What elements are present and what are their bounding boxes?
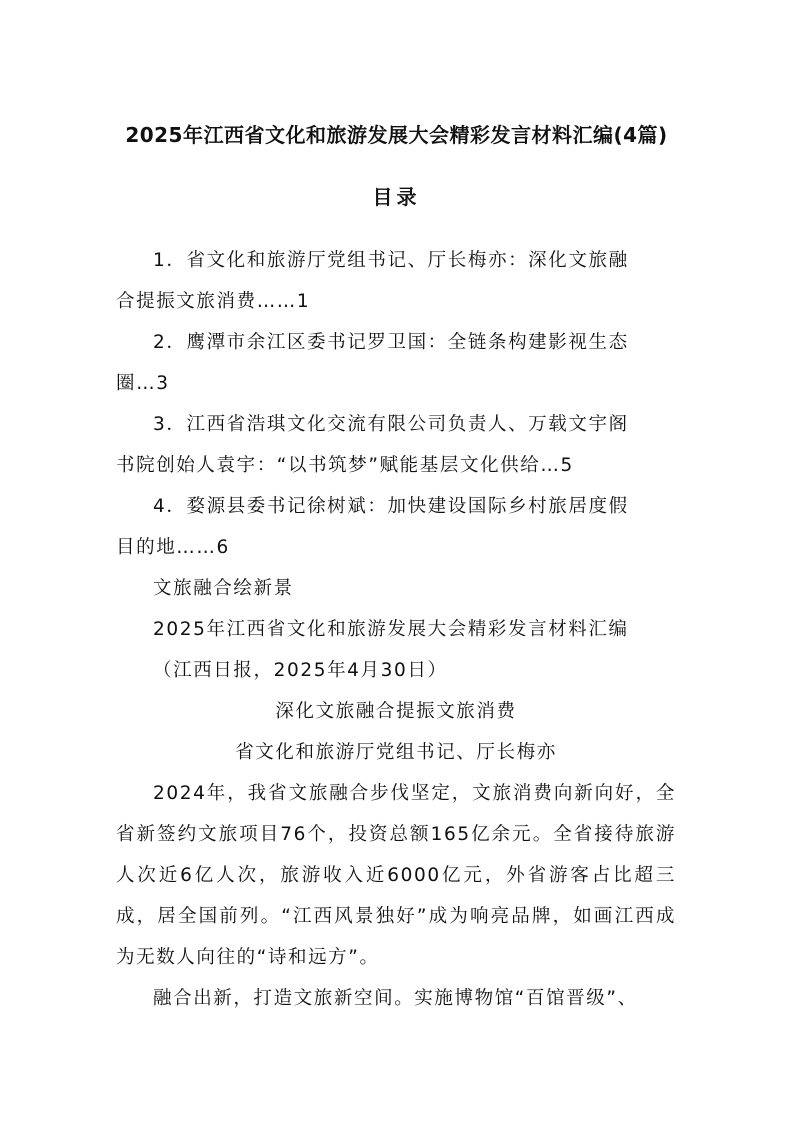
toc-item (116, 404, 676, 486)
toc-heading: 目录 (372, 185, 421, 209)
article-author: 省文化和旅游厅党组书记、厅长梅亦 (235, 742, 557, 763)
section-title: 文旅融合绘新景 (153, 578, 294, 599)
toc-item-line2: 圈…3 (116, 373, 170, 394)
document-body (116, 240, 676, 1019)
article-title: 深化文旅融合提振文旅消费 (275, 701, 517, 722)
document-title: 2025年江西省文化和旅游发展大会精彩发言材料汇编(4篇) (125, 123, 668, 147)
source-line: （江西日报，2025年4月30日） (153, 660, 448, 681)
toc-list (116, 240, 676, 568)
toc-item-line2: 目的地……6 (116, 537, 230, 558)
toc-item-line1: 1．省文化和旅游厅党组书记、厅长梅亦：深化文旅融 (153, 250, 629, 271)
toc-item (116, 240, 676, 322)
body-paragraph: 融合出新，打造文旅新空间。实施博物馆“百馆晋级”、 (153, 988, 638, 1009)
toc-item-line1: 3．江西省浩琪文化交流有限公司负责人、万载文宇阁 (153, 414, 629, 435)
toc-item-line1: 4．婺源县委书记徐树斌：加快建设国际乡村旅居度假 (153, 496, 629, 517)
body-paragraph: 2024年，我省文旅融合步伐坚定，文旅消费向新向好，全省新签约文旅项目76个，投资总额165亿余元。全省接待旅游人次近6亿人次，旅游收入近6000亿元，外省游客占比超三成，居全国前列。“江西风景独好”成为响亮品牌，如画江西成为无数人向往的“诗和远方”。 (116, 783, 676, 968)
toc-item-line2: 合提振文旅消费……1 (116, 291, 311, 312)
toc-item (116, 322, 676, 404)
toc-item-line2: 书院创始人袁宇：“以书筑梦”赋能基层文化供给…5 (116, 455, 574, 476)
collection-title: 2025年江西省文化和旅游发展大会精彩发言材料汇编 (153, 619, 629, 640)
toc-item (116, 486, 676, 568)
toc-item-line1: 2．鹰潭市余江区委书记罗卫国：全链条构建影视生态 (153, 332, 629, 353)
